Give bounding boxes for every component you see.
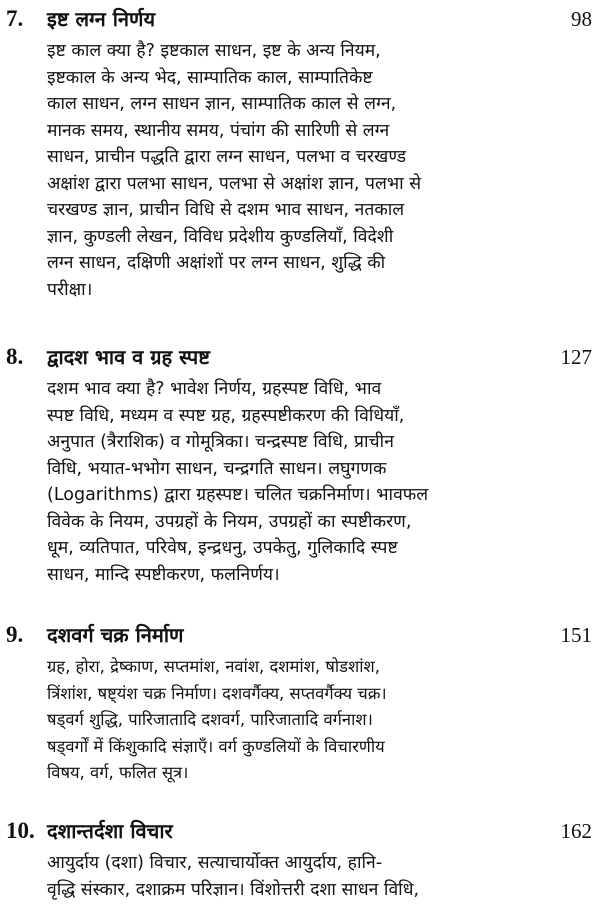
topic-line: षड्वर्गों में किंशुकादि संज्ञाएँ। वर्ग कुण्डलियों के विचारणीय: [47, 736, 385, 756]
topic-line: वृद्धि संस्कार, दशाक्रम परिज्ञान। विंशोत्तरी दशा साधन विधि,: [47, 879, 420, 900]
page-number: 151: [560, 623, 592, 647]
topic-line: त्रिंशांश, षष्ट्यंश चक्र निर्माण। दशवर्गैक्य, सप्तवर्गैक्य चक्र।: [47, 683, 387, 703]
topic-line: स्पष्ट विधि, मध्यम व स्पष्ट ग्रह, ग्रहस्पष्टीकरण की विधियाँ,: [47, 405, 405, 426]
topic-line: परीक्षा।: [47, 279, 93, 300]
entry-heading: [0, 4, 600, 38]
topic-line: साधन, मान्दि स्पष्टीकरण, फलनिर्णय।: [47, 564, 280, 585]
page-number: 98: [571, 7, 592, 31]
topic-line: चरखण्ड ज्ञान, प्राचीन विधि से दशम भाव साधन, नतकाल: [47, 200, 405, 220]
chapter-number: 7.: [6, 6, 24, 31]
chapter-title: इष्ट लग्न निर्णय: [47, 7, 156, 31]
chapter-topics: [47, 38, 592, 303]
toc-entry: [0, 816, 600, 900]
toc-entry: [0, 4, 600, 300]
topic-line: साधन, प्राचीन पद्धति द्वारा लग्न साधन, पलभा व चरखण्ड: [47, 147, 406, 167]
toc-entry: [0, 342, 600, 585]
topic-line: मानक समय, स्थानीय समय, पंचांग की सारिणी से लग्न: [47, 120, 390, 141]
topic-line: विषय, वर्ग, फलित सूत्र।: [47, 763, 189, 782]
page-number: 162: [560, 819, 592, 843]
topic-line: विवेक के नियम, उपग्रहों के नियम, उपग्रहों का स्पष्टीकरण,: [47, 511, 412, 532]
chapter-topics: [47, 654, 592, 787]
topic-line: काल साधन, लग्न साधन ज्ञान, साम्पातिक काल से लग्न,: [47, 94, 397, 114]
topic-line: दशम भाव क्या है? भावेश निर्णय, ग्रहस्पष्ट विधि, भाव: [47, 379, 382, 399]
chapter-title: दशवर्ग चक्र निर्माण: [47, 623, 184, 647]
topic-line: ज्ञान, कुण्डली लेखन, विविध प्रदेशीय कुण्डलियाँ, विदेशी: [47, 226, 394, 247]
topic-line: विधि, भयात-भभोग साधन, चन्द्रगति साधन। लघुगणक: [47, 458, 387, 479]
topic-line: आयुर्दाय (दशा) विचार, सत्याचार्योक्त आयुर्दाय, हानि-: [47, 853, 383, 873]
topic-line: धूम, व्यतिपात, परिवेष, इन्द्रधनु, उपकेतु, गुलिकादि स्पष्ट: [47, 538, 398, 558]
topic-line: (Logarithms) द्वारा ग्रहस्पष्ट। चलित चक्रनिर्माण। भावफल: [47, 485, 429, 505]
chapter-number: 8.: [6, 344, 24, 369]
chapter-number: 9.: [6, 622, 24, 647]
page-number: 127: [560, 345, 592, 369]
chapter-title: दशान्तर्दशा विचार: [47, 819, 173, 843]
topic-line: ग्रह, होरा, द्रेष्काण, सप्तमांश, नवांश, दशमांश, षोडशांश,: [47, 657, 380, 676]
entry-heading: [0, 816, 600, 850]
chapter-topics: [47, 850, 592, 903]
topic-line: अक्षांश द्वारा पलभा साधन, पलभा से अक्षांश ज्ञान, पलभा से: [47, 173, 422, 194]
chapter-number: 10.: [6, 818, 35, 843]
topic-line: षड्वर्ग शुद्धि, पारिजातादि दशवर्ग, पारिजातादि वर्गनाश।: [47, 710, 373, 729]
toc-entry: [0, 620, 600, 782]
chapter-topics: [47, 376, 592, 588]
topic-line: अनुपात (त्रैराशिक) व गोमूत्रिका। चन्द्रस्पष्ट विधि, प्राचीन: [47, 432, 394, 452]
entry-heading: [0, 342, 600, 376]
topic-line: लग्न साधन, दक्षिणी अक्षांशों पर लग्न साधन, शुद्धि की: [47, 253, 386, 273]
entry-heading: [0, 620, 600, 654]
chapter-title: द्वादश भाव व ग्रह स्पष्ट: [47, 345, 210, 369]
topic-line: इष्ट काल क्या है? इष्टकाल साधन, इष्ट के अन्य नियम,: [47, 41, 381, 61]
topic-line: इष्टकाल के अन्य भेद, साम्पातिक काल, साम्पातिकेष्ट: [47, 67, 373, 88]
